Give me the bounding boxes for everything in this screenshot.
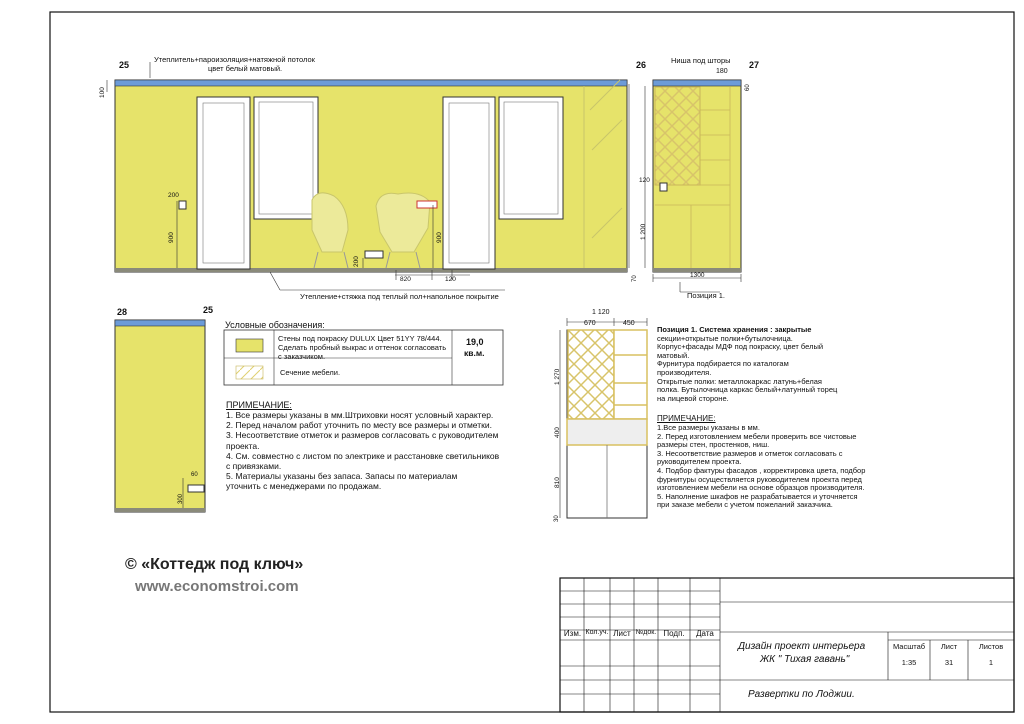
- note-line: 1. Все размеры указаны в мм.Штриховки носят условный характер.: [226, 410, 494, 420]
- niche-dim: 180: [716, 68, 728, 75]
- ceiling-note-line1: Утеплитель+пароизоляция+натяжной потолок: [154, 55, 315, 64]
- window-left: [254, 97, 318, 219]
- note-line: 4. См. совместно с листом по электрике и расстановке светильников: [226, 450, 500, 461]
- stamp-col-kol: Кол.уч.: [585, 629, 609, 636]
- note-line: 3. Несоответствие отметок и размеров согласовать с руководителем: [226, 430, 499, 441]
- side-elevation: [645, 80, 741, 292]
- legend-area: 19,0: [466, 337, 484, 347]
- position-notes: [657, 326, 837, 403]
- position-note-item: фурнитуры осуществляется руководителем проекта перед: [657, 474, 862, 484]
- dim-width1: 820: [400, 276, 411, 283]
- socket-left: [179, 201, 186, 209]
- small-elevation: [115, 320, 205, 512]
- notes-title: ПРИМЕЧАНИЕ:: [226, 400, 292, 410]
- furniture-dim-h2: 400: [554, 427, 561, 438]
- position-note-item: 1.Все размеры указаны в мм.: [657, 423, 760, 432]
- stamp-sheet-title: Развертки по Лоджии.: [748, 689, 855, 700]
- label-28: 28: [117, 307, 128, 317]
- furniture-dim-h4: 30: [554, 515, 560, 522]
- position-note-item: руководителем проекта.: [657, 457, 742, 467]
- stamp-v-sheets: 1: [988, 658, 994, 667]
- legend-title: Условные обозначения:: [225, 320, 325, 330]
- furniture-dim-right: 450: [623, 320, 635, 327]
- furniture-lattice: [568, 330, 614, 419]
- note-line: 5. Материалы указаны без запаса. Запасы по материалам: [226, 471, 458, 482]
- floor-note: Утепление+стяжка под теплый пол+напольное покрытие: [300, 292, 499, 301]
- socket-side: [660, 183, 667, 191]
- position-note-item: 5. Наполнение шкафов не разрабатывается и уточняется: [657, 491, 858, 501]
- side-dim-top: 60: [745, 84, 751, 91]
- ceiling-note-line2: цвет белый матовый.: [208, 64, 283, 73]
- socket-small: [188, 485, 204, 492]
- door-right: [443, 97, 495, 269]
- notes-list: [226, 410, 499, 492]
- position-note-item: размеры стен, простенков, ниш.: [657, 440, 770, 450]
- position-note-line: Фурнитура подбирается по каталогам: [657, 359, 789, 369]
- position-note-item: 4. Подбор фактуры фасадов , корректировка цвета, подбор: [657, 465, 866, 475]
- dim-low-socket: 200: [353, 256, 360, 267]
- socket-right: [417, 201, 437, 208]
- note-line: с привязками.: [226, 461, 282, 472]
- stamp-h-sheet: Лист: [940, 642, 958, 651]
- dim-door-right: 900: [436, 232, 443, 243]
- position-note-item: 3. Несоответствие размеров и отметок согласовать с: [657, 448, 843, 458]
- stamp-project-line2: ЖК " Тихая гавань": [760, 654, 850, 665]
- position-note-line: секции+открытые полки+бутылочница.: [657, 333, 793, 343]
- watermark-company: © «Коттедж под ключ»: [125, 556, 304, 573]
- furniture-elevation: [560, 318, 647, 518]
- position-notes-title: ПРИМЕЧАНИЕ:: [657, 414, 716, 423]
- stamp-col-data: Дата: [696, 629, 714, 638]
- side-dim-width: 1300: [690, 272, 705, 279]
- small-dim-b: 300: [178, 493, 184, 504]
- position-note-line: Позиция 1. Система хранения : закрытые: [657, 325, 812, 334]
- position-notes-list: [657, 424, 865, 510]
- label-25-small: 25: [203, 305, 214, 315]
- legend-item-wall: Стены под покраску DULUX Цвет 51YY 78/444. Сделать пробный выкрас и оттенок согласовать с заказчиком.: [278, 334, 447, 361]
- furniture-dim-h1: 1 270: [554, 368, 561, 385]
- niche-label: Ниша под шторы: [671, 56, 731, 65]
- position-note-item: изготовлением мебели на основе образцов производителя.: [657, 483, 865, 493]
- note-line: уточнить с менеджерами по продажам.: [226, 481, 382, 492]
- position-note-item: 2. Перед изготовлением мебели проверить все чистовые: [657, 431, 857, 441]
- legend-area-unit: кв.м.: [464, 348, 485, 358]
- legend-item-hatch: Сечение мебели.: [280, 368, 341, 377]
- small-dim-a: 60: [191, 472, 198, 478]
- dim-ceiling: 100: [99, 87, 106, 98]
- label-25-top: 25: [119, 60, 130, 70]
- label-27: 27: [749, 60, 760, 70]
- ceiling-strip: [115, 80, 627, 86]
- top-elevation: [107, 62, 629, 290]
- position-note-item: при заказе мебели с учетом пожеланий заказчика.: [657, 500, 833, 510]
- door-left: [197, 97, 250, 269]
- position-note-line: Открытые полки: металлокаркас латунь+белая: [657, 376, 822, 386]
- position-note-line: Корпус+фасады МДФ под покраску, цвет белый: [657, 342, 824, 352]
- furniture-dim-total: 1 120: [592, 309, 610, 316]
- note-line: 2. Перед началом работ уточнить по месту все размеры и отметки.: [226, 420, 492, 431]
- note-line: проекта.: [226, 440, 260, 451]
- position-note-line: на лицевой стороне.: [657, 393, 729, 403]
- label-26: 26: [636, 60, 647, 70]
- stamp-col-podp: Подп.: [663, 629, 685, 638]
- dim-width2: 120: [445, 276, 456, 283]
- socket-floor: [365, 251, 383, 258]
- stamp-col-list: Лист: [613, 629, 631, 638]
- watermark-url[interactable]: www.economstroi.com: [135, 578, 299, 595]
- legend-swatch-hatch: [236, 366, 263, 379]
- furniture-dim-h3: 810: [554, 477, 561, 488]
- position-note-line: производителя.: [657, 367, 712, 377]
- position-label: Позиция 1.: [687, 291, 725, 300]
- dim-socket-height: 900: [168, 232, 175, 243]
- stamp-v-scale: 1:35: [901, 658, 917, 667]
- dim-socket-label: 200: [168, 192, 179, 199]
- side-dim-socket: 120: [639, 177, 650, 184]
- legend-swatch-wall: [236, 339, 263, 352]
- floor-strip: [115, 268, 627, 272]
- stamp-project-line1: Дизайн проект интерьера: [738, 641, 866, 652]
- stamp-h-scale: Масштаб: [892, 642, 926, 651]
- furniture-dim-left: 670: [584, 320, 596, 327]
- lattice-panel: [655, 87, 700, 185]
- stamp-h-sheets: Листов: [978, 642, 1004, 651]
- side-dim-bottom: 70: [632, 275, 638, 282]
- position-note-line: матовый.: [657, 350, 690, 360]
- stamp-v-sheet: 31: [944, 658, 954, 667]
- stamp-col-ndok: №док.: [635, 629, 657, 636]
- stamp-col-izm: Изм.: [563, 629, 582, 638]
- side-dim-height: 1 200: [640, 223, 647, 240]
- window-right: [499, 97, 563, 219]
- position-note-line: полка. Бутылочница каркас белый+латунный торец: [657, 385, 838, 395]
